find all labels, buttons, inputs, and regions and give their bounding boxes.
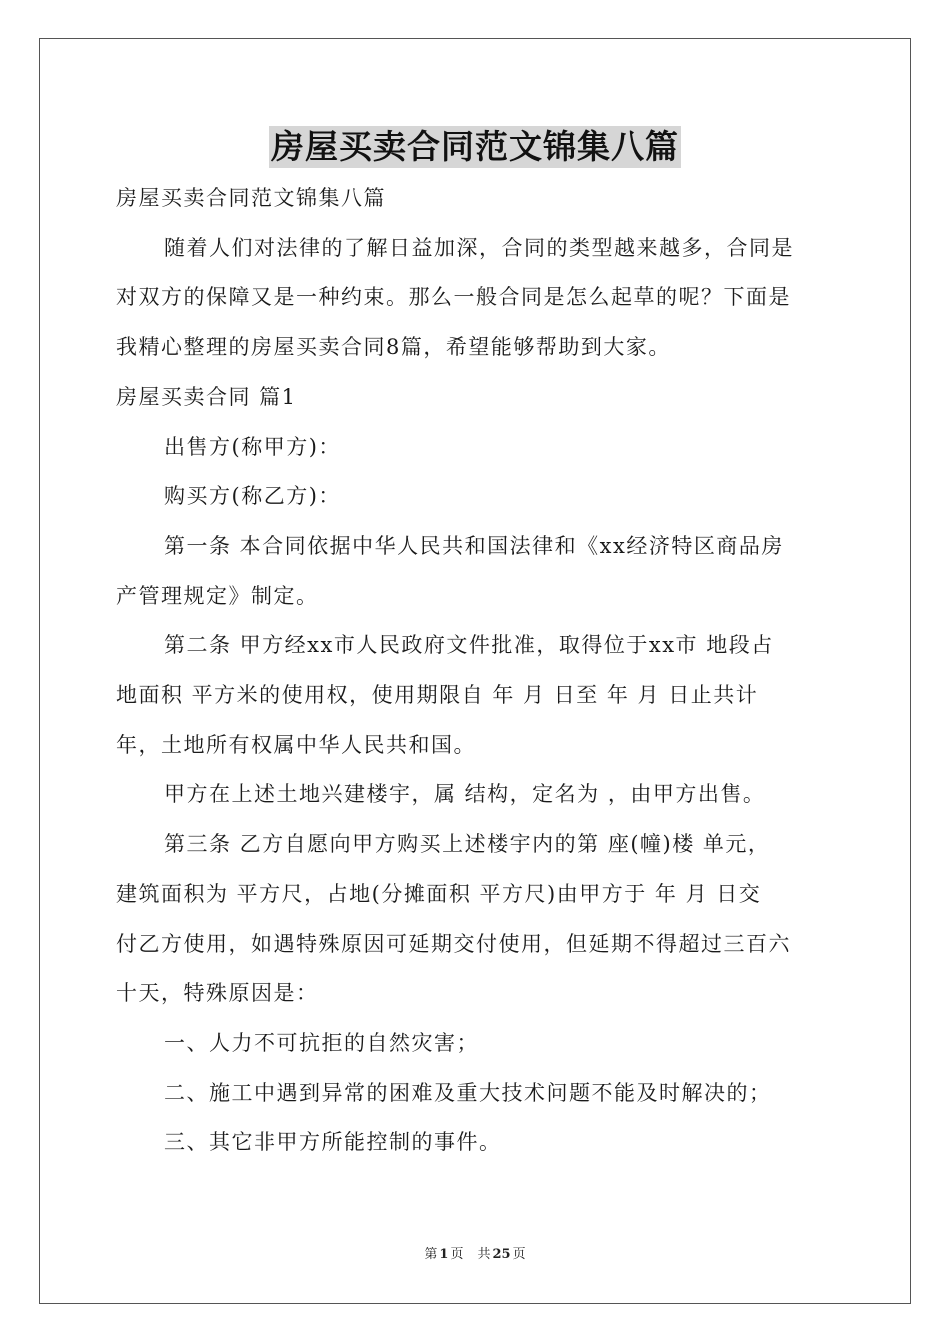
paragraph-line: 地面积 平方米的使用权，使用期限自 年 月 日至 年 月 日止共计 (116, 683, 759, 708)
title-container (0, 126, 950, 168)
paragraph-line: 第一条 本合同依据中华人民共和国法律和《xx经济特区商品房 (164, 533, 784, 558)
page-number: 1 (439, 1247, 449, 1262)
paragraph-line: 付乙方使用，如遇特殊原因可延期交付使用，但延期不得超过三百六 (116, 931, 791, 956)
paragraph-line: 三、其它非甲方所能控制的事件。 (164, 1130, 502, 1155)
paragraph-line: 产管理规定》制定。 (116, 583, 319, 608)
total-prefix: 共 (477, 1247, 491, 1262)
paragraph-line: 十天，特殊原因是： (116, 981, 319, 1006)
document-title: 房屋买卖合同范文锦集八篇 (271, 127, 679, 166)
paragraph-line: 二、施工中遇到异常的困难及重大技术问题不能及时解决的； (164, 1080, 772, 1105)
section-heading: 房屋买卖合同 篇1 (116, 384, 297, 409)
total-pages: 25 (492, 1247, 511, 1262)
paragraph-line: 第三条 乙方自愿向甲方购买上述楼宇内的第 座(幢)楼 单元， (164, 832, 771, 857)
page-suffix: 页 (450, 1247, 464, 1262)
paragraph-line: 对双方的保障又是一种约束。那么一般合同是怎么起草的呢？下面是 (116, 285, 791, 310)
paragraph-line: 一、人力不可抗拒的自然灾害； (164, 1030, 479, 1055)
paragraph-line: 甲方在上述土地兴建楼宇，属 结构，定名为 ，由甲方出售。 (164, 782, 766, 807)
paragraph-line: 第二条 甲方经xx市人民政府文件批准，取得位于xx市 地段占 (164, 633, 774, 658)
document-subtitle: 房屋买卖合同范文锦集八篇 (116, 186, 386, 210)
paragraph-line: 我精心整理的房屋买卖合同8篇，希望能够帮助到大家。 (116, 335, 671, 360)
document-body (116, 174, 836, 1168)
paragraph-line: 出售方(称甲方)： (164, 434, 341, 459)
page-prefix: 第 (424, 1247, 438, 1262)
total-suffix: 页 (512, 1247, 526, 1262)
paragraph-line: 建筑面积为 平方尺，占地(分摊面积 平方尺)由甲方于 年 月 日交 (116, 881, 762, 906)
paragraph-line: 年，土地所有权属中华人民共和国。 (116, 732, 476, 757)
paragraph-line: 随着人们对法律的了解日益加深，合同的类型越来越多，合同是 (164, 235, 794, 260)
paragraph-line: 购买方(称乙方)： (164, 484, 341, 509)
page-footer (0, 1246, 950, 1264)
